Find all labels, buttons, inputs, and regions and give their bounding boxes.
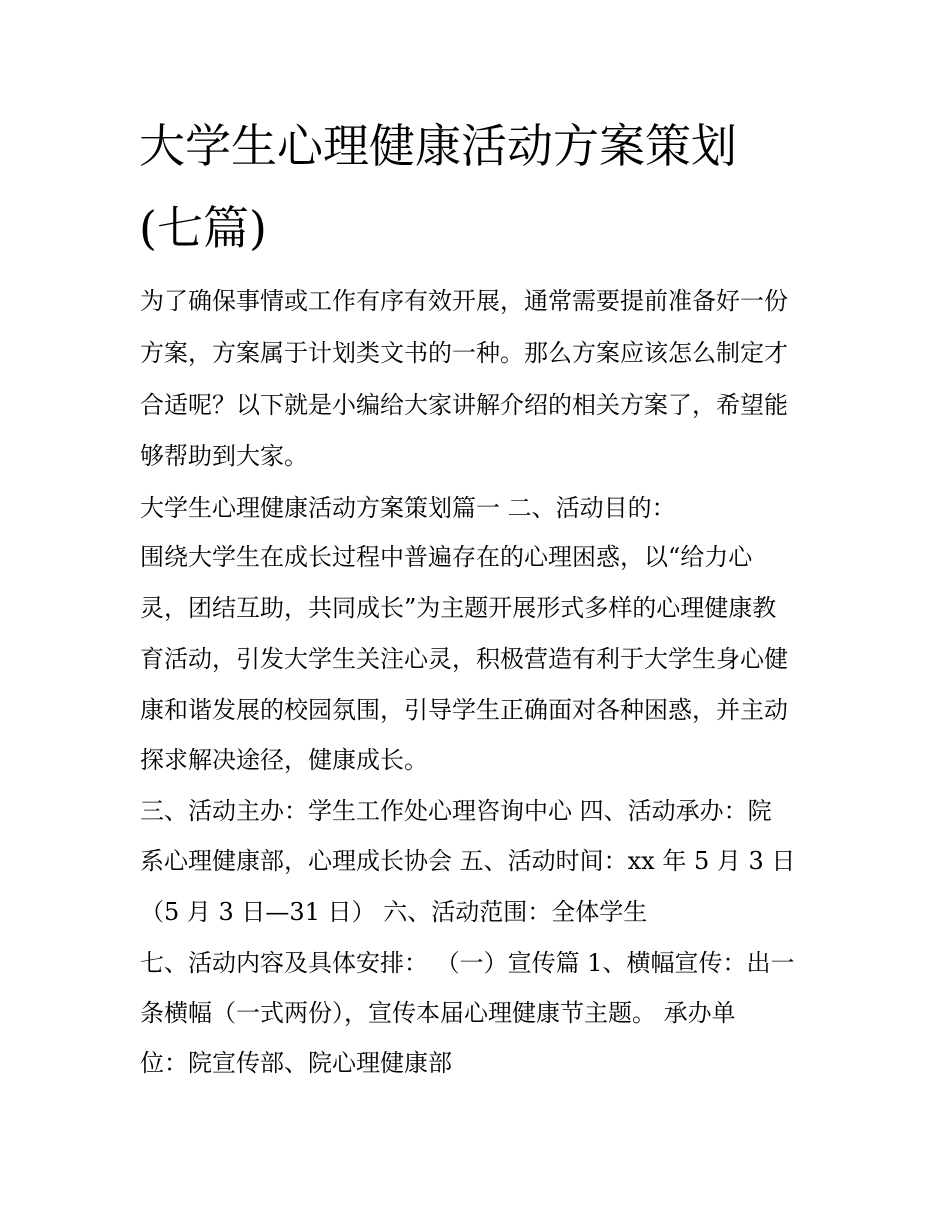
paragraph-line: 康和谐发展的校园氛围，引导学生正确面对各种困惑，并主动 <box>140 696 788 724</box>
paragraph-line: 条横幅（一式两份），宣传本届心理健康节主题。 承办单 <box>140 999 736 1027</box>
paragraph-line: 七、活动内容及具体安排： （一）宣传篇 1、横幅宣传：出一 <box>140 949 795 977</box>
paragraph-line: （5 月 3 日—31 日） 六、活动范围：全体学生 <box>140 898 648 926</box>
document-title-line-1: 大学生心理健康活动方案策划 <box>139 119 737 173</box>
paragraph-line: 育活动，引发大学生关注心灵，积极营造有利于大学生身心健 <box>140 645 788 673</box>
paragraph-line: 围绕大学生在成长过程中普遍存在的心理困惑，以“给力心 <box>140 543 753 571</box>
paragraph-line: 灵，团结互助，共同成长”为主题开展形式多样的心理健康教 <box>140 594 777 622</box>
paragraph-line: 为了确保事情或工作有序有效开展，通常需要提前准备好一份 <box>140 287 788 315</box>
paragraph-line: 合适呢？以下就是小编给大家讲解介绍的相关方案了，希望能 <box>140 391 788 419</box>
paragraph-line: 系心理健康部，心理成长协会 五、活动时间：xx 年 5 月 3 日 <box>140 847 796 875</box>
paragraph-line: 方案，方案属于计划类文书的一种。那么方案应该怎么制定才 <box>140 339 788 367</box>
paragraph-line: 位：院宣传部、院心理健康部 <box>140 1049 452 1077</box>
document-title-line-2: (七篇) <box>139 201 267 255</box>
paragraph-line: 够帮助到大家。 <box>140 442 308 470</box>
paragraph-line: 三、活动主办：学生工作处心理咨询中心 四、活动承办：院 <box>140 797 772 825</box>
paragraph-line: 大学生心理健康活动方案策划篇一 二、活动目的： <box>140 494 676 522</box>
paragraph-line: 探求解决途径，健康成长。 <box>140 746 428 774</box>
